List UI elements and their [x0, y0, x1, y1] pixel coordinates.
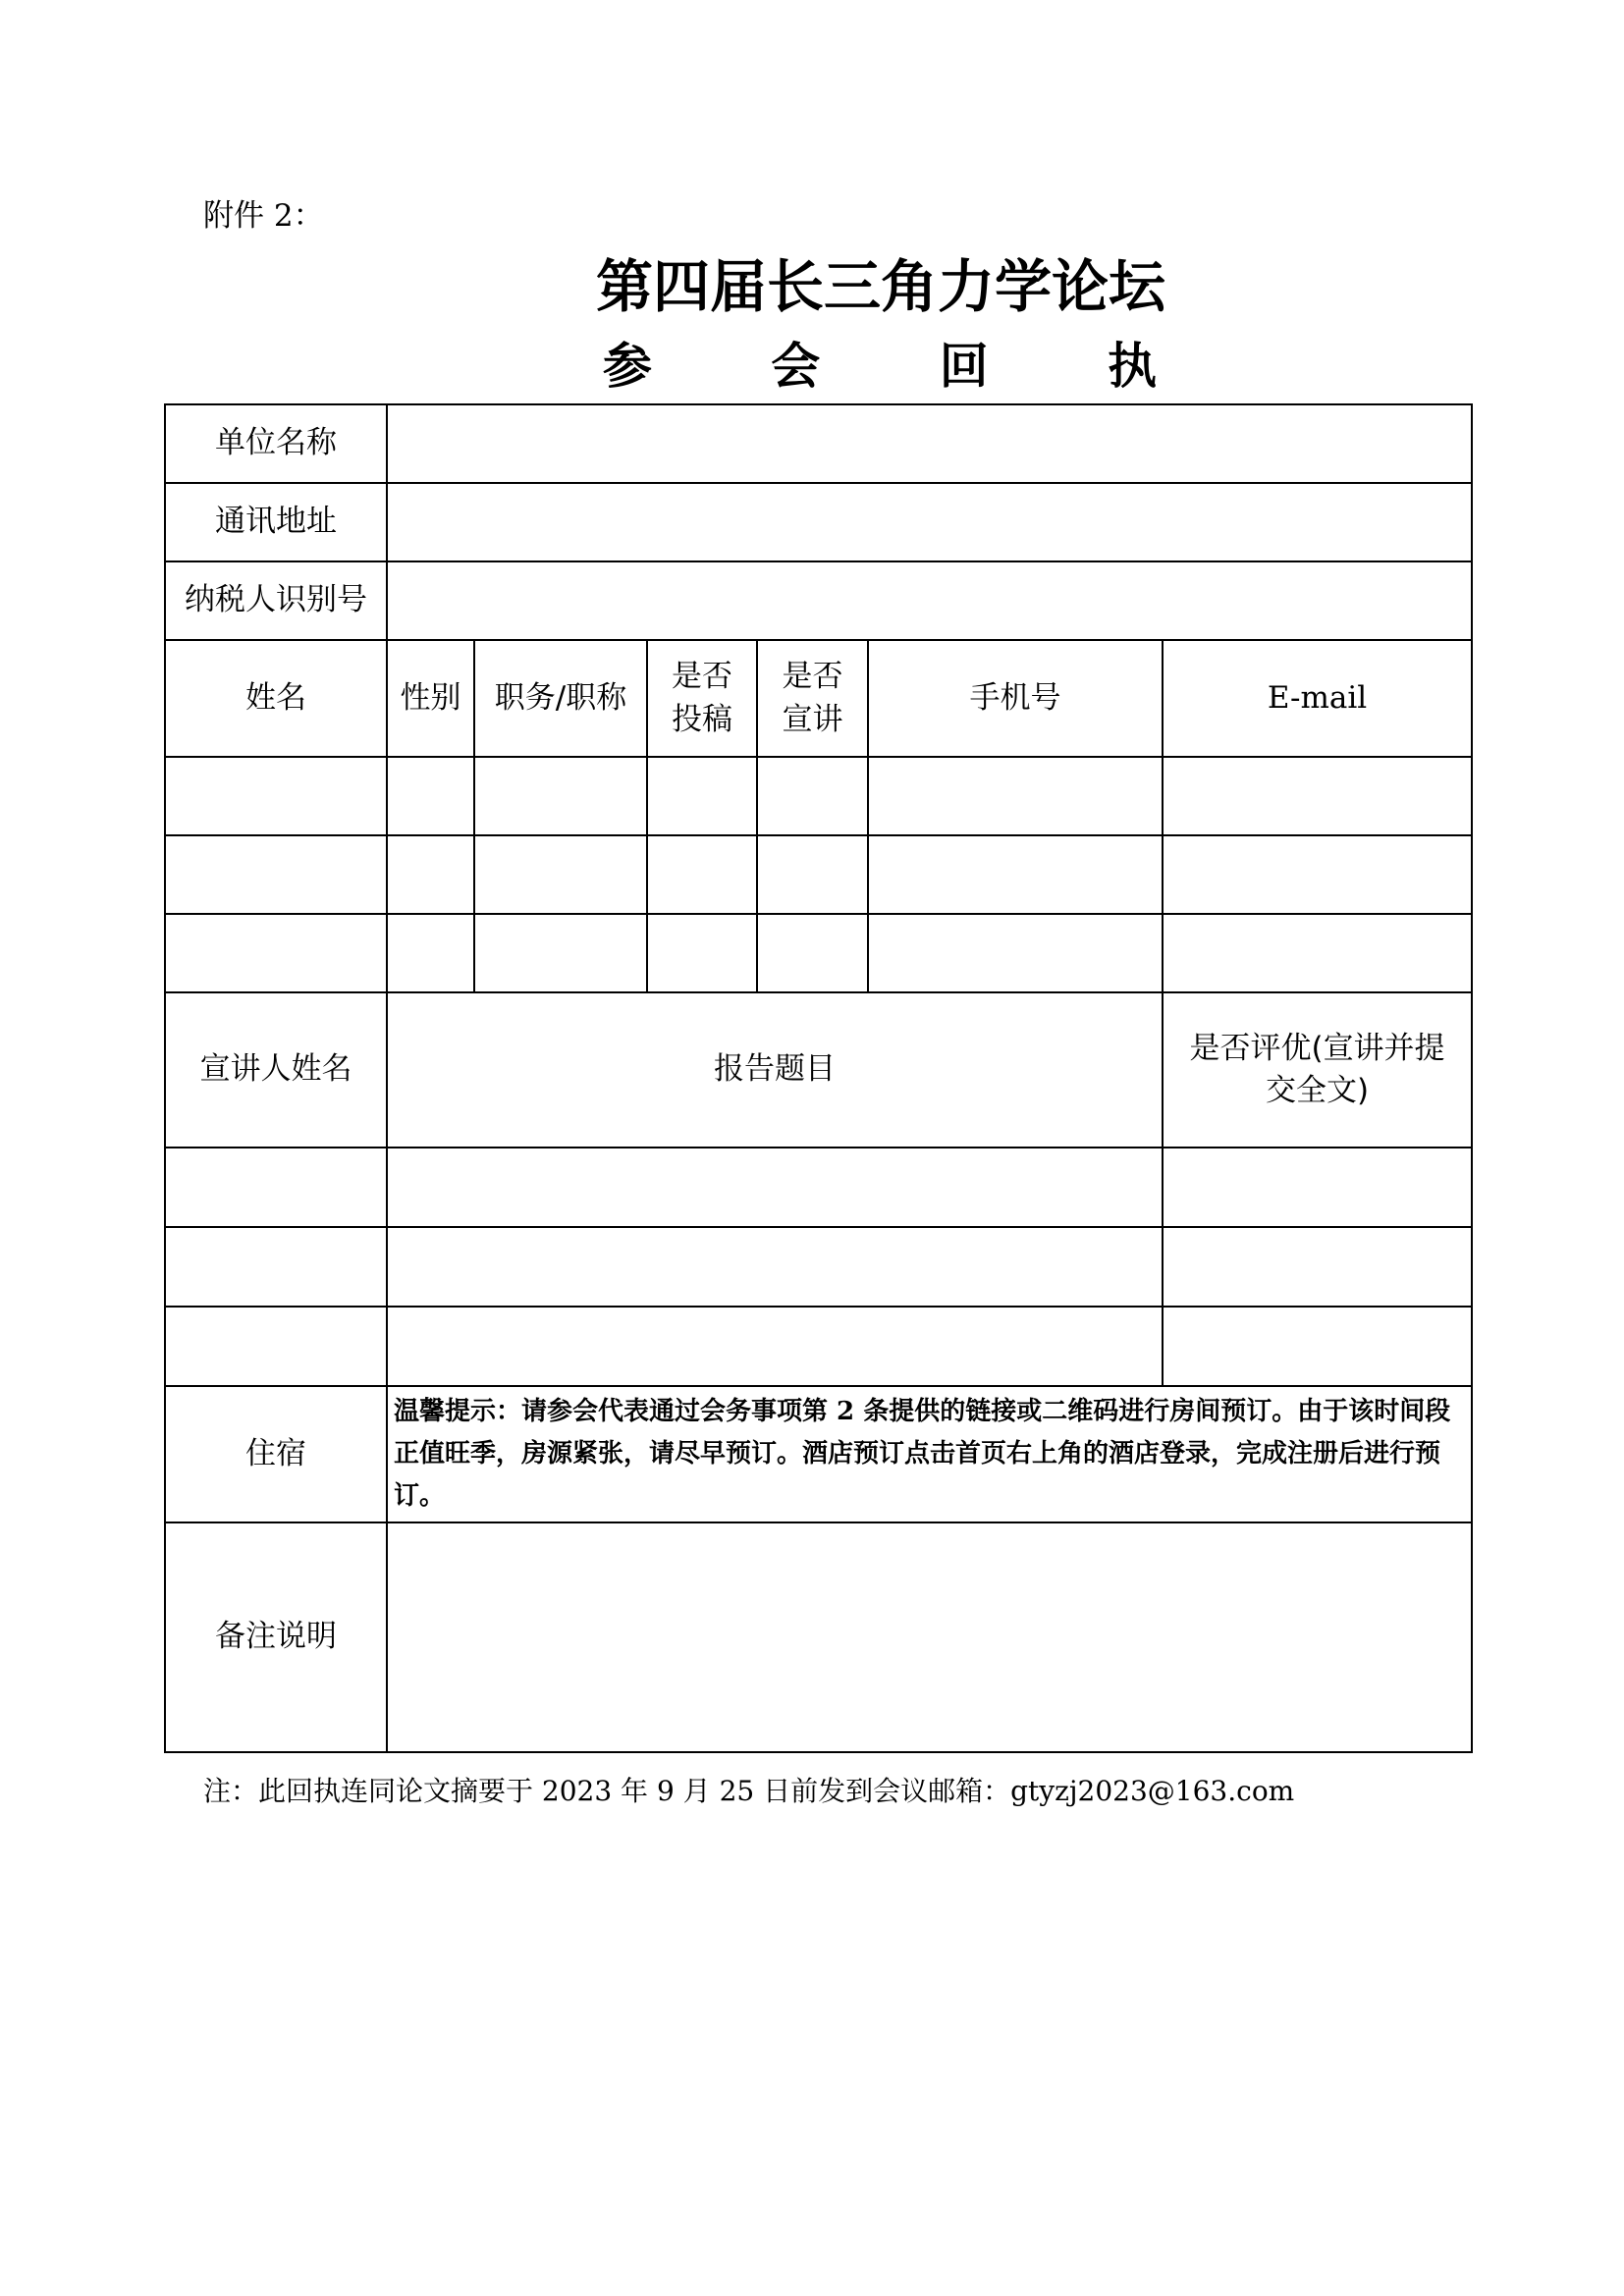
participant-email-cell[interactable]	[1163, 914, 1472, 992]
participant-present-cell[interactable]	[757, 835, 868, 914]
remarks-label: 备注说明	[165, 1522, 387, 1752]
attachment-label: 附件 2：	[203, 198, 324, 234]
participant-row	[165, 757, 1472, 835]
lodging-row	[165, 1386, 1472, 1522]
column-header-gender: 性别	[387, 640, 474, 757]
remarks-row	[165, 1522, 1472, 1752]
speaker-row	[165, 1148, 1472, 1227]
footer-note: 注：此回执连同论文摘要于 2023 年 9 月 25 日前发到会议邮箱：gtyzj2023@163.com	[203, 1775, 1295, 1807]
unit-name-field[interactable]	[387, 404, 1472, 483]
speaker-row	[165, 1307, 1472, 1386]
unit-name-label: 单位名称	[165, 404, 387, 483]
participant-submit-cell[interactable]	[647, 757, 757, 835]
participant-gender-cell[interactable]	[387, 757, 474, 835]
participant-submit-cell[interactable]	[647, 914, 757, 992]
speaker-row	[165, 1227, 1472, 1307]
participant-gender-cell[interactable]	[387, 914, 474, 992]
participant-row	[165, 835, 1472, 914]
speaker-header-row	[165, 992, 1472, 1148]
registration-form-table	[164, 403, 1473, 1753]
column-header-submit: 是否投稿	[647, 640, 757, 757]
participant-phone-cell[interactable]	[868, 835, 1163, 914]
participant-position-cell[interactable]	[474, 835, 647, 914]
participant-submit-cell[interactable]	[647, 835, 757, 914]
award-cell[interactable]	[1163, 1227, 1472, 1307]
report-title-cell[interactable]	[387, 1148, 1163, 1227]
participant-phone-cell[interactable]	[868, 757, 1163, 835]
column-header-present: 是否宣讲	[757, 640, 868, 757]
participant-gender-cell[interactable]	[387, 835, 474, 914]
report-title-cell[interactable]	[387, 1307, 1163, 1386]
speaker-name-cell[interactable]	[165, 1227, 387, 1307]
lodging-label: 住宿	[165, 1386, 387, 1522]
speaker-name-cell[interactable]	[165, 1148, 387, 1227]
tax-id-label: 纳税人识别号	[165, 561, 387, 640]
column-header-position: 职务/职称	[474, 640, 647, 757]
participant-name-cell[interactable]	[165, 914, 387, 992]
tax-id-row	[165, 561, 1472, 640]
report-title-label: 报告题目	[387, 992, 1163, 1148]
remarks-field[interactable]	[387, 1522, 1472, 1752]
column-header-name: 姓名	[165, 640, 387, 757]
participant-name-cell[interactable]	[165, 835, 387, 914]
participant-position-cell[interactable]	[474, 757, 647, 835]
column-header-phone: 手机号	[868, 640, 1163, 757]
award-cell[interactable]	[1163, 1148, 1472, 1227]
participant-email-cell[interactable]	[1163, 757, 1472, 835]
award-label: 是否评优(宣讲并提交全文)	[1163, 992, 1472, 1148]
participant-row	[165, 914, 1472, 992]
address-label: 通讯地址	[165, 483, 387, 561]
participant-position-cell[interactable]	[474, 914, 647, 992]
participant-present-cell[interactable]	[757, 757, 868, 835]
column-header-email: E-mail	[1163, 640, 1472, 757]
participant-present-cell[interactable]	[757, 914, 868, 992]
participant-header-row	[165, 640, 1472, 757]
lodging-notice: 温馨提示：请参会代表通过会务事项第 2 条提供的链接或二维码进行房间预订。由于该时间段正值旺季，房源紧张，请尽早预订。酒店预订点击首页右上角的酒店登录，完成注册后进行预订。	[387, 1386, 1472, 1522]
speaker-name-cell[interactable]	[165, 1307, 387, 1386]
participant-name-cell[interactable]	[165, 757, 387, 835]
award-cell[interactable]	[1163, 1307, 1472, 1386]
speaker-name-label: 宣讲人姓名	[165, 992, 387, 1148]
participant-email-cell[interactable]	[1163, 835, 1472, 914]
tax-id-field[interactable]	[387, 561, 1472, 640]
unit-name-row	[165, 404, 1472, 483]
participant-phone-cell[interactable]	[868, 914, 1163, 992]
page-title: 第四届长三角力学论坛	[595, 253, 1165, 320]
report-title-cell[interactable]	[387, 1227, 1163, 1307]
address-field[interactable]	[387, 483, 1472, 561]
page-subtitle: 参 会 回 执	[602, 338, 1209, 395]
address-row	[165, 483, 1472, 561]
